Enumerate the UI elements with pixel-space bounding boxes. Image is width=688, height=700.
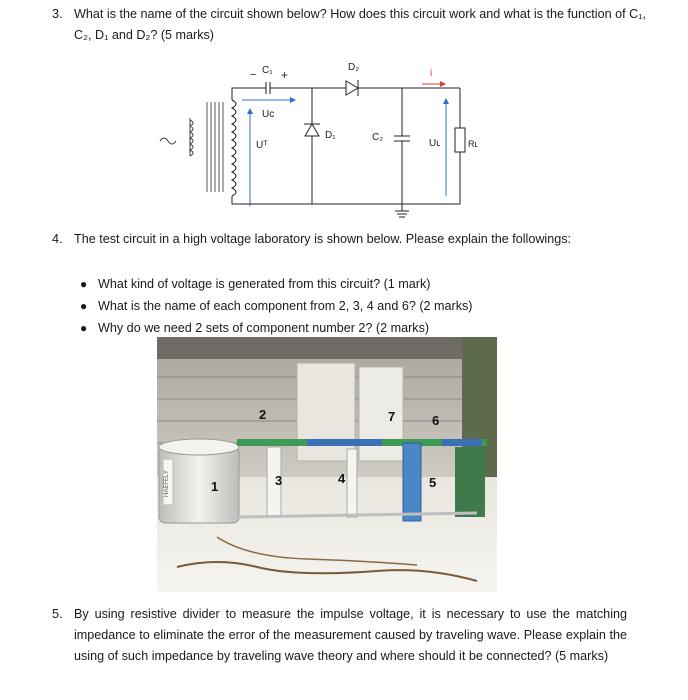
question-5: [52, 604, 627, 667]
bullet-dot-icon: ●: [80, 277, 88, 291]
bullet-dot-icon: ●: [80, 321, 88, 335]
question-3-number: 3.: [52, 7, 63, 21]
bullet-item: [80, 273, 640, 295]
d1-diode-icon: [305, 124, 319, 136]
bullet-item: [80, 317, 640, 339]
bullet-text: Why do we need 2 sets of component number 2? (2 marks): [98, 321, 430, 335]
transformer-secondary-coil: [232, 100, 236, 196]
ac-source-icon: [160, 138, 176, 144]
marker-4: 4: [338, 471, 346, 486]
question-4-bullet-list: [80, 273, 640, 339]
marker-2: 2: [259, 407, 267, 422]
question-3: [52, 4, 652, 46]
d2-diode-icon: [346, 81, 358, 95]
transformer-core: [207, 102, 223, 192]
question-5-number: 5.: [52, 607, 63, 621]
question-3-text: What is the name of the circuit shown below? How does this circuit work and what is the function of C₁, C₂, D₁ and D₂? (5 marks): [74, 7, 646, 42]
bullet-item: [80, 295, 640, 317]
marker-3: 3: [275, 473, 283, 488]
current-label: i: [430, 68, 433, 79]
transformer-primary-coil: [190, 118, 193, 156]
c1-minus-sign: −: [250, 69, 257, 81]
d2-label: D₂: [348, 62, 360, 73]
ul-label: Uʟ: [429, 138, 441, 149]
rl-resistor: [455, 128, 465, 152]
c1-plus-sign: +: [281, 68, 289, 82]
d1-label: D₁: [325, 130, 336, 141]
ut-label: Uᵀ: [256, 140, 268, 151]
marker-6: 6: [432, 413, 440, 428]
question-4-intro: The test circuit in a high voltage laboratory is shown below. Please explain the followings:: [74, 232, 572, 246]
question-4-number: 4.: [52, 232, 63, 246]
c2-label: C₂: [372, 132, 384, 143]
bullet-text: What is the name of each component from 2, 3, 4 and 6? (2 marks): [98, 299, 473, 313]
question-4: [52, 229, 627, 250]
bullet-dot-icon: ●: [80, 299, 88, 313]
marker-7: 7: [388, 409, 396, 424]
voltage-doubler-circuit-diagram: [150, 56, 490, 224]
bullet-text: What kind of voltage is generated from this circuit? (1 mark): [98, 277, 431, 291]
nameplate-text: HAEFELY: [164, 470, 170, 497]
marker-5: 5: [429, 475, 437, 490]
question-5-text: By using resistive divider to measure the impulse voltage, it is necessary to use the matching impedance to eliminate the error of the measurement caused by traveling wave. Please explain the using of such impedance by traveling wave theory and where should it be connected? (5 marks): [74, 607, 627, 663]
ground-icon: [395, 204, 409, 217]
c1-label: C₁: [262, 65, 273, 76]
marker-1: 1: [211, 479, 219, 494]
hv-lab-test-setup-photo: [157, 337, 497, 592]
rl-label: Rʟ: [468, 139, 479, 149]
uc-label: Uc: [262, 109, 275, 120]
